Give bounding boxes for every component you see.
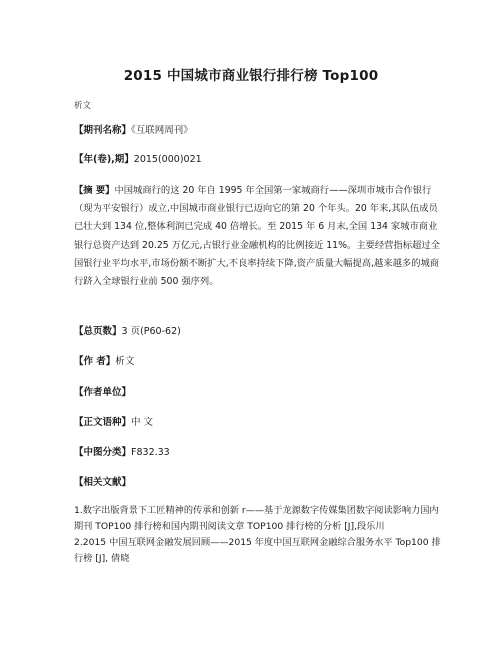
pages-field xyxy=(74,325,444,338)
year-field xyxy=(74,153,444,166)
author-label: 【作 者】 xyxy=(74,356,116,367)
journal-field xyxy=(74,124,444,137)
journal-label: 【期刊名称】 xyxy=(74,125,132,136)
language-label: 【正文语种】 xyxy=(74,417,132,428)
reference-item: 1.数字出版背景下工匠精神的传承和创新 r——基于龙源数字传媒集团数字阅读影响力国内期刊 TOP100 排行榜和国内期刊阅读文章 TOP100 排行榜的分析 [J],段乐川 xyxy=(74,505,439,532)
year-value: 2015(000)021 xyxy=(133,154,202,165)
abstract-label: 【摘 要】 xyxy=(74,185,115,196)
classification-field xyxy=(74,446,444,459)
classification-value: F832.33 xyxy=(131,447,170,458)
related-label: 【相关文献】 xyxy=(74,477,132,488)
year-label: 【年(卷),期】 xyxy=(74,154,134,165)
language-value: 中 文 xyxy=(131,417,154,428)
unit-label: 【作者单位】 xyxy=(74,387,132,398)
classification-label: 【中图分类】 xyxy=(74,447,132,458)
unit-field xyxy=(74,386,444,399)
reference-item: 2.2015 中国互联网金融发展回顾——2015 年度中国互联网金融综合服务水平 Top100 排行榜 [J], 倩晓 xyxy=(74,537,441,564)
related-field xyxy=(74,476,444,489)
author-value: 析文 xyxy=(115,356,135,367)
author-field xyxy=(74,355,444,368)
abstract-field xyxy=(74,182,444,291)
journal-value: 《互联网周刊》 xyxy=(131,125,193,136)
language-field xyxy=(74,416,444,429)
pages-label: 【总页数】 xyxy=(74,326,122,337)
reference-list xyxy=(74,503,444,567)
byline: 析文 xyxy=(74,101,92,111)
abstract-text: 中国城商行的这 20 年自 1995 年全国第一家城商行——深圳市城市合作银行（现为平安银行）成立,中国城市商业银行已迈向它的第 20 个年头。20 年来,其队伍成员已壮大到 134 位,整体利润已完成 40 倍增长。至 2015 年 6 月末,全国 134 家城市商业银行总资产达到 20.25 万亿元,占银行业金融机构的比例接近 11%。主要经营指标超过全国银行业平均水平,市场份额不断扩大,不良率持续下降,资产质量大幅提高,越来越多的城商行跻入全球银行业前 500 强序列。 xyxy=(74,185,440,288)
pages-value: 3 页(P60-62) xyxy=(121,326,181,337)
document-title: 2015 中国城市商业银行排行榜 Top100 xyxy=(123,68,379,84)
